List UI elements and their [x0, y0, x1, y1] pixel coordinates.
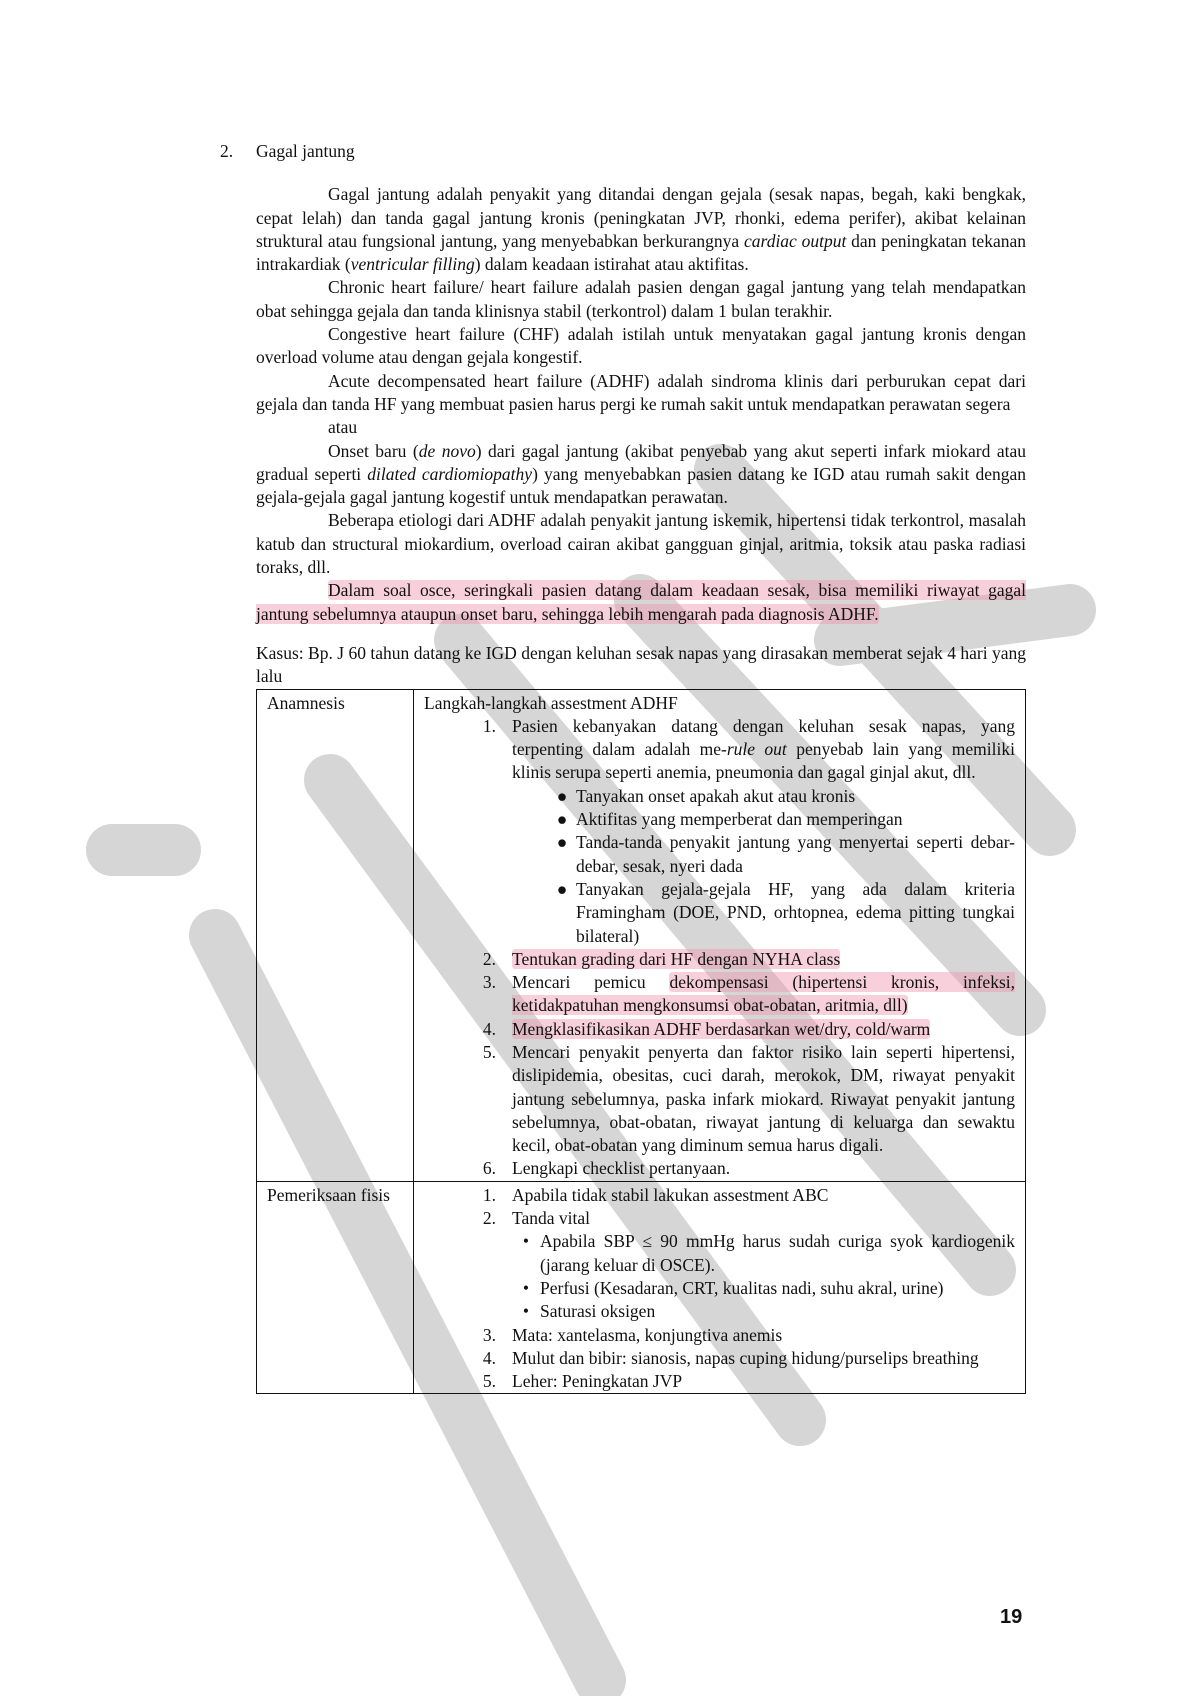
anamnesis-steps	[424, 715, 1015, 1181]
section-number: 2.	[220, 141, 234, 161]
list-item: ● Aktifitas yang memperberat dan memperingan	[548, 808, 1015, 831]
section-title: Gagal jantung	[256, 141, 355, 161]
list-item: 2. Tentukan grading dari HF dengan NYHA class	[482, 948, 841, 969]
paragraph-onset-baru: Onset baru (de novo) dari gagal jantung (akibat penyebab yang akut seperti infark miokard atau gradual seperti dilated cardiomiopathy) yang menyebabkan pasien datang ke IGD atau rumah sakit dengan gejala-gejala gagal jantung kogestif untuk mendapatkan perawatan.	[256, 440, 1026, 508]
anamnesis-heading: Langkah-langkah assestment ADHF	[424, 692, 678, 713]
bullet-icon: •	[522, 1231, 530, 1252]
paragraph-definition: Gagal jantung adalah penyakit yang ditandai dengan gejala (sesak napas, begah, kaki bengkak, cepat lelah) dan tanda gagal jantung kronis (peningkatan JVP, rhonki, edema perifer), akibat kelainan struktural atau fungsional jantung, yang menyebabkan berkurangnya cardiac output dan peningkatan tekanan intrakardiak (ventricular filling) dalam keadaan istirahat atau aktifitas.	[256, 184, 1026, 275]
anamnesis-subbullets	[512, 785, 1015, 948]
vital-subbullets	[512, 1230, 1015, 1323]
bullet-icon: •	[522, 1301, 530, 1322]
anamnesis-cell	[414, 689, 1026, 1181]
row-label-pemeriksaan: Pemeriksaan fisis	[257, 1181, 414, 1394]
list-item: 4. Mengklasifikasikan ADHF berdasarkan wet/dry, cold/warm	[482, 1018, 931, 1039]
pemeriksaan-cell	[414, 1181, 1026, 1394]
highlight: Tentukan grading dari HF dengan NYHA class	[512, 948, 841, 969]
list-item: 1. Pasien kebanyakan datang dengan keluhan sesak napas, yang terpenting dalam adalah me-rule out penyebab lain yang memiliki klinis serupa seperti anemia, pneumonia dan gagal ginjal akut, dll. ● Tanyakan onset apakah akut atau kronis ● Aktifitas yang memperberat dan memperingan ● Tanda-tanda penyakit jantung yang menyertai seperti debar-debar, sesak, nyeri dada ● Tanyakan gejala-gejala HF, yang ada dalam kriteria Framingham (DOE, PND, orhtopnea, edema pitting tungkai bilateral)	[424, 715, 1015, 948]
row-label-anamnesis: Anamnesis	[257, 689, 414, 1181]
list-item: 6. Lengkapi checklist pertanyaan.	[482, 1158, 731, 1179]
paragraph-osce	[256, 579, 1026, 626]
paragraph-etiologi: Beberapa etiologi dari ADHF adalah penyakit jantung iskemik, hipertensi tidak terkontrol, masalah katub dan structural miokardium, overload cairan akibat gangguan ginjal, aritmia, toksik atau paska radiasi toraks, dll.	[256, 510, 1026, 578]
list-item: • Perfusi (Kesadaran, CRT, kualitas nadi, suhu akral, urine)	[512, 1277, 1015, 1300]
list-item: • Saturasi oksigen	[512, 1300, 1015, 1323]
table-row-anamnesis	[257, 689, 1026, 1181]
list-item: ● Tanyakan gejala-gejala HF, yang ada dalam kriteria Framingham (DOE, PND, orhtopnea, edema pitting tungkai bilateral)	[548, 878, 1015, 948]
list-item: 3. Mata: xantelasma, konjungtiva anemis	[482, 1324, 783, 1345]
highlight: dekompensasi (hipertensi kronis, infeksi, ketidakpatuhan mengkonsumsi obat-obatan, aritmia, dll)	[512, 972, 1015, 1016]
paragraph-chronic-hf: Chronic heart failure/ heart failure adalah pasien dengan gagal jantung yang telah mendapatkan obat sehingga gejala dan tanda klinisnya stabil (terkontrol) dalam 1 bulan terakhir.	[256, 277, 1026, 321]
pemeriksaan-steps	[424, 1184, 1015, 1394]
list-item: ● Tanda-tanda penyakit jantung yang menyertai seperti debar-debar, sesak, nyeri dada	[548, 831, 1015, 878]
list-item: 2. Tanda vital • Apabila SBP ≤ 90 mmHg harus sudah curiga syok kardiogenik (jarang keluar di OSCE). • Perfusi (Kesadaran, CRT, kualitas nadi, suhu akral, urine) • Saturasi oksigen	[424, 1207, 1015, 1323]
main-content	[220, 140, 1026, 1394]
list-item: • Apabila SBP ≤ 90 mmHg harus sudah curiga syok kardiogenik (jarang keluar di OSCE).	[512, 1230, 1015, 1277]
bullet-icon: ●	[556, 809, 568, 830]
list-item: 1. Apabila tidak stabil lakukan assestment ABC	[482, 1184, 829, 1205]
bullet-icon: ●	[556, 878, 568, 899]
highlight: Dalam soal osce, seringkali pasien datang dalam keadaan sesak, bisa memiliki riwayat gagal jantung sebelumnya ataupun onset baru, sehingga lebih mengarah pada diagnosis ADHF.	[256, 580, 1026, 624]
list-item: 3. Mencari pemicu dekompensasi (hipertensi kronis, infeksi, ketidakpatuhan mengkonsumsi obat-obatan, aritmia, dll)	[482, 972, 1015, 1016]
paragraph-chf: Congestive heart failure (CHF) adalah istilah untuk menyatakan gagal jantung kronis dengan overload volume atau dengan gejala kongestif.	[256, 324, 1026, 368]
bullet-icon: ●	[556, 785, 568, 806]
page-number: 19	[1000, 1606, 1023, 1628]
list-item: ● Tanyakan onset apakah akut atau kronis	[548, 785, 1015, 808]
paragraph-atau: atau	[328, 417, 358, 438]
kasus-text: Kasus: Bp. J 60 tahun datang ke IGD dengan keluhan sesak napas yang dirasakan memberat sejak 4 hari yang lalu	[256, 642, 1026, 687]
assessment-table	[256, 689, 1026, 1395]
section-heading	[220, 140, 1026, 163]
list-item: 4. Mulut dan bibir: sianosis, napas cuping hidung/purselips breathing	[482, 1347, 979, 1368]
paragraph-adhf: Acute decompensated heart failure (ADHF) adalah sindroma klinis dari perburukan cepat dari gejala dan tanda HF yang membuat pasien harus pergi ke rumah sakit untuk mendapatkan perawatan segera	[256, 370, 1026, 414]
list-item: 5. Mencari penyakit penyerta dan faktor risiko lain seperti hipertensi, dislipidemia, obesitas, cuci darah, merokok, DM, riwayat penyakit jantung sebelumnya, paska infark miokard. Riwayat penyakit jantung sebelumnya, obat-obatan, riwayat jantung di keluarga dan sewaktu kecil, obat-obatan yang diminum semua harus digali.	[482, 1041, 1015, 1156]
bullet-icon: •	[522, 1277, 530, 1298]
highlight: Mengklasifikasikan ADHF berdasarkan wet/dry, cold/warm	[512, 1018, 931, 1039]
bullet-icon: ●	[556, 832, 568, 853]
table-row-pemeriksaan	[257, 1181, 1026, 1394]
list-item: 5. Leher: Peningkatan JVP	[482, 1371, 683, 1392]
